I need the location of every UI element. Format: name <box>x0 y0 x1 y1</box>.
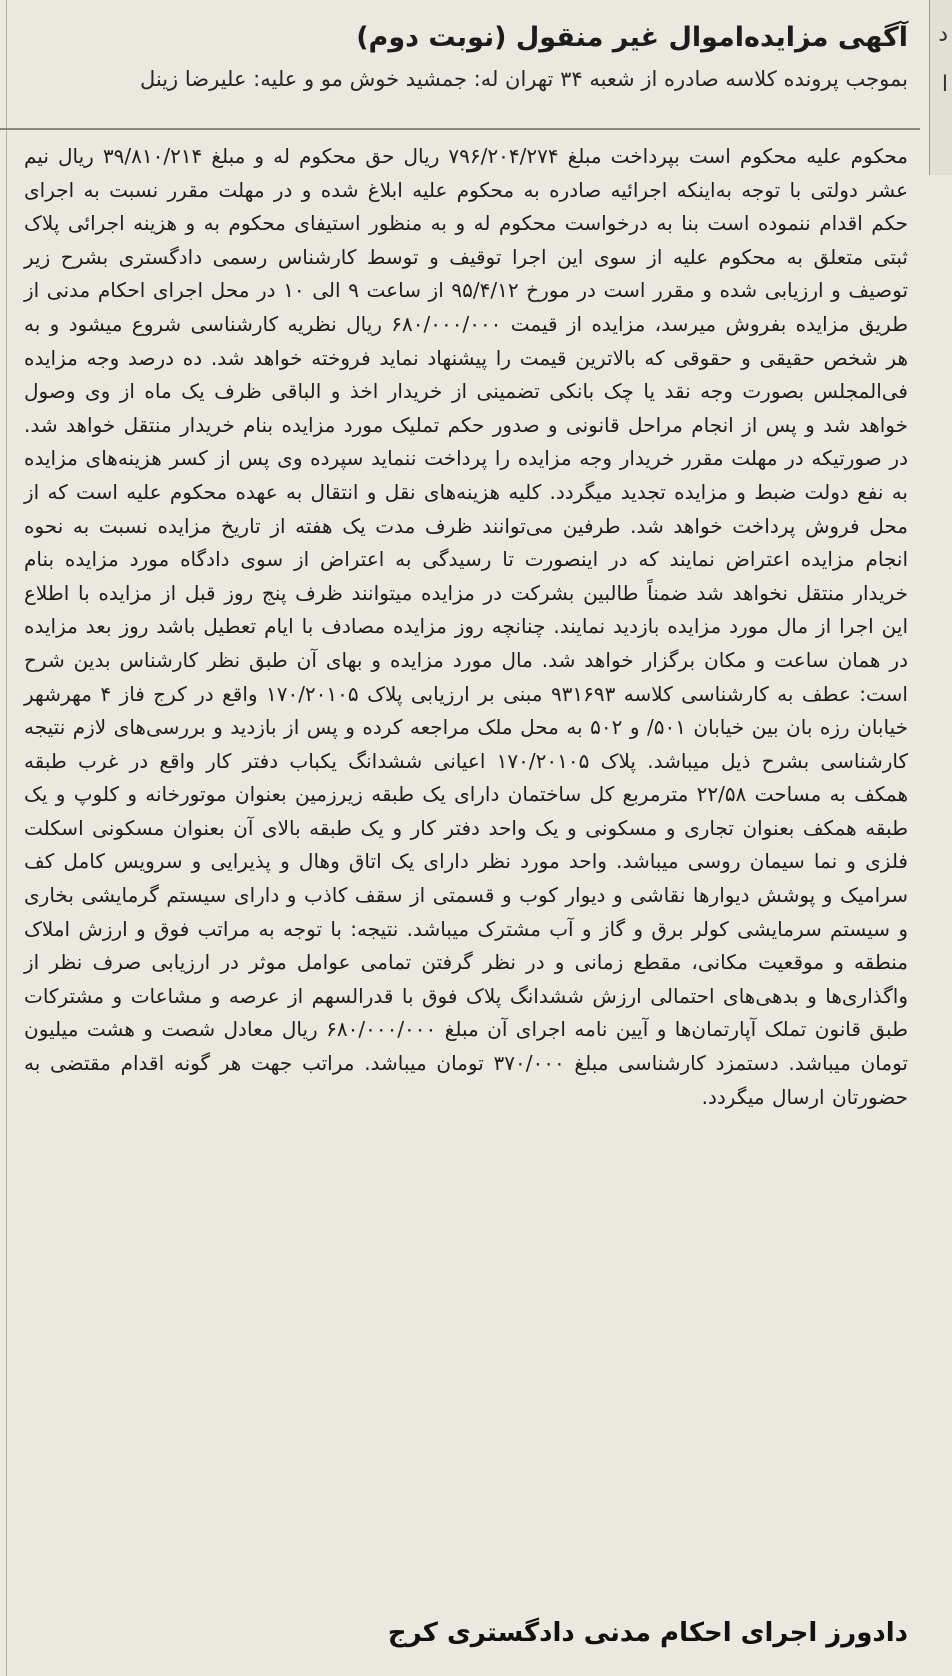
left-edge-rule <box>6 0 7 1676</box>
notice-header <box>18 12 908 94</box>
notice-body: محکوم علیه محکوم است بپرداخت مبلغ ۷۹۶/۲۰۴/۲۷۴ ریال حق محکوم له و مبلغ ۳۹/۸۱۰/۲۱۴ ریال نیم عشر دولتی با توجه به‌اینکه اجرائیه صادره به محکوم علیه ابلاغ شده و در مهلت مقرر نسبت به اجرای حکم اقدام ننموده است بنا به درخواست محکوم له و به منظور استیفای محکوم به و هزینه اجرائی پلاک ثبتی متعلق به محکوم علیه از سوی این اجرا توقیف و توسط کارشناس رسمی دادگستری بشرح زیر توصیف و ارزیابی شده و مقرر است در مورخ ۹۵/۴/۱۲ از ساعت ۹ الی ۱۰ در محل اجرای احکام مدنی از طریق مزایده بفروش میرسد، مزایده از قیمت ۶۸۰/۰۰۰/۰۰۰ ریال نظریه کارشناسی شروع میشود و به هر شخص حقیقی و حقوقی که بالاترین قیمت را پیشنهاد نماید فروخته خواهد شد. ده درصد وجه مزایده فی‌المجلس بصورت وجه نقد یا چک بانکی تضمینی از خریدار اخذ و الباقی ظرف یک ماه از وی وصول خواهد شد و پس از انجام مراحل قانونی و صدور حکم تملیک مورد مزایده بنام خریدار منتقل خواهد شد. در صورتیکه در مهلت مقرر خریدار وجه مزایده را پرداخت ننماید سپرده وی پس از کسر هزینه‌های مزایده به نفع دولت ضبط و مزایده تجدید میگردد. کلیه هزینه‌های نقل و انتقال به عهده محکوم علیه است که از محل فروش پرداخت خواهد شد. طرفین می‌توانند ظرف مدت یک هفته از تاریخ مزایده نسبت به نحوه انجام مزایده اعتراض نمایند که در اینصورت تا رسیدگی به اعتراض از سوی دادگاه مورد مزایده بنام خریدار منتقل نخواهد شد ضمناً طالبین بشرکت در مزایده میتوانند ظرف پنج روز قبل از مزایده با اطلاع این اجرا از مال مورد مزایده بازدید نمایند. چنانچه روز مزایده مصادف با ایام تعطیل باشد روز بعد مزایده در همان ساعت و مکان برگزار خواهد شد. مال مورد مزایده و بهای آن طبق نظر کارشناس بدین شرح است: عطف به کارشناسی کلاسه ۹۳۱۶۹۳ مبنی بر ارزیابی پلاک ۱۷۰/۲۰۱۰۵ واقع در کرج فاز ۴ مهرشهر خیابان رزه بان بین خیابان ۵۰۱/ و ۵۰۲ به محل ملک مراجعه کرده و پس از بازدید و بررسی‌های لازم نتیجه کارشناسی بشرح ذیل میباشد. پلاک ۱۷۰/۲۰۱۰۵ اعیانی ششدانگ یکباب دفتر کار واقع در غرب طبقه همکف به مساحت ۲۲/۵۸ مترمربع کل ساختمان دارای یک طبقه زیرزمین بعنوان موتورخانه و کلوپ و یک طبقه همکف بعنوان تجاری و مسکونی و یک واحد دفتر کار و یک طبقه بالای آن بعنوان مسکونی اسکلت فلزی و نما سیمان روسی میباشد. واحد مورد نظر دارای یک اتاق وهال و پذیرایی و سرویس کامل کف سرامیک و پوشش دیوارها نقاشی و دیوار کوب و قسمتی از سقف کاذب و دارای سیستم گرمایشی بخاری و سیستم سرمایشی کولر برق و گاز و آب مشترک میباشد. نتیجه: با توجه به مراتب فوق و ارزش املاک منطقه و موقعیت مکانی، مقطع زمانی و در نظر گرفتن تمامی عوامل موثر در ارزیابی صرف نظر از واگذاری‌ها و بدهی‌های احتمالی ارزش ششدانگ پلاک فوق با قدرالسهم از عرصه و مشاعات و مشترکات طبق قانون تملک آپارتمان‌ها و آیین نامه اجرای آن مبلغ ۶۸۰/۰۰۰/۰۰۰ ریال معادل شصت و هشت میلیون تومان میباشد. دستمزد کارشناسی مبلغ ۳۷۰/۰۰۰ تومان میباشد. مراتب جهت هر گونه اقدام مقتضی به حضورتان ارسال میگردد. <box>24 144 909 1109</box>
notice-subtitle: بموجب پرونده کلاسه صادره از شعبه ۳۴ تهران له: جمشید خوش مو و علیه: علیرضا زینل <box>139 67 908 92</box>
notice-title: آگهی مزایده‌اموال غیر منقول (نوبت دوم) <box>356 22 908 53</box>
edge-glyph-bottom: ا <box>941 72 948 97</box>
notice-signature: دادورز اجرای احکام مدنی دادگستری کرج <box>387 1618 908 1648</box>
edge-glyph-top: د <box>938 22 948 47</box>
header-divider <box>0 128 920 130</box>
adjacent-column-fragment <box>929 0 952 175</box>
